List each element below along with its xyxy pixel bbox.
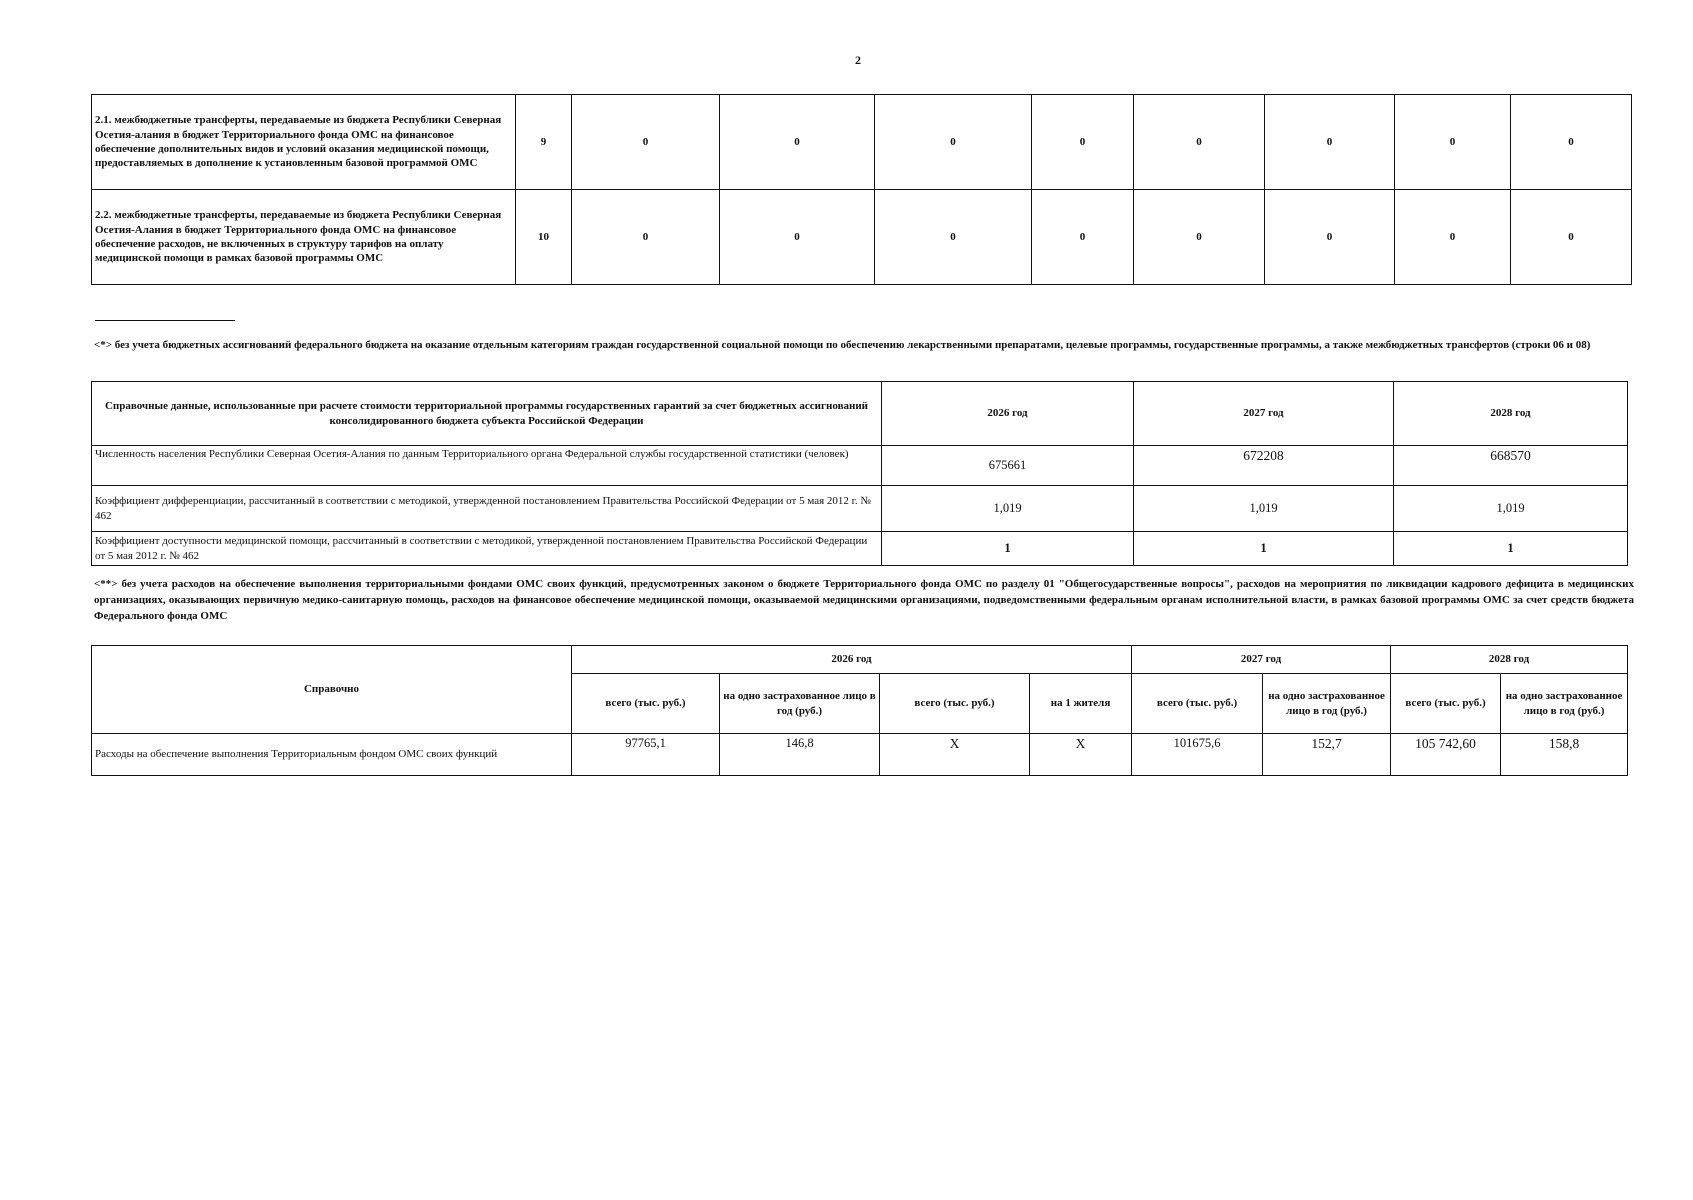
column-header: 2028 год	[1394, 382, 1628, 446]
column-subheader: на 1 жителя	[1030, 674, 1132, 734]
table-cell: 0	[1134, 190, 1265, 285]
column-subheader: всего (тыс. руб.)	[880, 674, 1030, 734]
table-cell: 0	[1395, 95, 1511, 190]
reference-table	[91, 381, 1628, 566]
table-row	[92, 95, 1632, 190]
table-cell: 1	[882, 532, 1134, 566]
row-number: 10	[516, 190, 572, 285]
column-header: 2027 год	[1132, 646, 1391, 674]
table-row	[92, 532, 1628, 566]
table-row	[92, 446, 1628, 486]
table-cell: 97765,1	[572, 734, 720, 776]
table-cell: 672208	[1134, 446, 1394, 486]
column-header: 2027 год	[1134, 382, 1394, 446]
row-label: Коэффициент дифференциации, рассчитанный в соответствии с методикой, утвержденной постановлением Правительства Российской Федерации от 5 мая 2012 г. № 462	[92, 486, 882, 532]
row-label: 2.2. межбюджетные трансферты, передаваемые из бюджета Республики Северная Осетия-Алания в бюджет Территориального фонда ОМС на финансовое обеспечение расходов, не включенных в структуру тарифов на оплату медицинской помощи в рамках базовой программы ОМС	[92, 190, 516, 285]
table-cell: 668570	[1394, 446, 1628, 486]
table-row	[92, 734, 1628, 776]
table-cell: 0	[720, 95, 875, 190]
table-cell: 0	[1134, 95, 1265, 190]
column-subheader: всего (тыс. руб.)	[1391, 674, 1501, 734]
table-cell: 0	[1395, 190, 1511, 285]
table-cell: 0	[1032, 95, 1134, 190]
table-cell: 1	[1394, 532, 1628, 566]
table-cell: X	[880, 734, 1030, 776]
table-cell: 0	[1265, 95, 1395, 190]
table-header-row	[92, 382, 1628, 446]
table-cell: 1,019	[882, 486, 1134, 532]
table-header-row	[92, 646, 1628, 674]
column-header: 2026 год	[882, 382, 1134, 446]
column-subheader: на одно застрахованное лицо в год (руб.)	[1263, 674, 1391, 734]
table-cell: 146,8	[720, 734, 880, 776]
table-cell: 0	[1511, 190, 1632, 285]
table-cell: 0	[572, 95, 720, 190]
table-cell: X	[1030, 734, 1132, 776]
transfers-table	[91, 94, 1632, 285]
row-label: 2.1. межбюджетные трансферты, передаваемые из бюджета Республики Северная Осетия-алания в бюджет Территориального фонда ОМС на финансовое обеспечение дополнительных видов и условий оказания медицинской помощи, предоставляемых в дополнение к установленным базовой программой ОМС	[92, 95, 516, 190]
column-header: 2028 год	[1391, 646, 1628, 674]
table-cell: 675661	[882, 446, 1134, 486]
table-cell: 0	[720, 190, 875, 285]
table-cell: 1,019	[1134, 486, 1394, 532]
column-header: 2026 год	[572, 646, 1132, 674]
table-cell: 1	[1134, 532, 1394, 566]
row-label: Коэффициент доступности медицинской помощи, рассчитанный в соответствии с методикой, утвержденной постановлением Правительства Российской Федерации от 5 мая 2012 г. № 462	[92, 532, 882, 566]
column-subheader: на одно застрахованное лицо в год (руб.)	[720, 674, 880, 734]
table-cell: 0	[875, 95, 1032, 190]
column-subheader: всего (тыс. руб.)	[572, 674, 720, 734]
table-cell: 0	[1032, 190, 1134, 285]
footnote-1: <*> без учета бюджетных ассигнований федерального бюджета на оказание отдельным категориям граждан государственной социальной помощи по обеспечению лекарственными препаратами, целевые программы, государственные программы, а также межбюджетных трансфертов (строки 06 и 08)	[94, 339, 1591, 351]
table-cell: 105 742,60	[1391, 734, 1501, 776]
label-header: Справочно	[92, 646, 572, 734]
table-cell: 101675,6	[1132, 734, 1263, 776]
table-row	[92, 190, 1632, 285]
table-cell: 152,7	[1263, 734, 1391, 776]
table-row	[92, 486, 1628, 532]
expenses-table	[91, 645, 1628, 776]
table-cell: 0	[875, 190, 1032, 285]
table-cell: 0	[1511, 95, 1632, 190]
table-cell: 0	[572, 190, 720, 285]
footnote-2: <**> без учета расходов на обеспечение выполнения территориальными фондами ОМС своих функций, предусмотренных законом о бюджете Территориального фонда ОМС по разделу 01 "Общегосударственные вопросы", расходов на мероприятия по ликвидации кадрового дефицита в медицинских организациях, оказывающих первичную медико-санитарную помощь, расходов на финансовое обеспечение медицинской помощи, оказываемой медицинскими организациями, подведомственными федеральным органам исполнительной власти, в рамках базовой программы ОМС за счет средств бюджета Федерального фонда ОМС	[94, 578, 1634, 622]
table-cell: 1,019	[1394, 486, 1628, 532]
table-cell: 158,8	[1501, 734, 1628, 776]
table-cell: 0	[1265, 190, 1395, 285]
row-number: 9	[516, 95, 572, 190]
reference-header: Справочные данные, использованные при расчете стоимости территориальной программы государственных гарантий за счет бюджетных ассигнований консолидированного бюджета субъекта Российской Федерации	[92, 382, 882, 446]
row-label: Расходы на обеспечение выполнения Территориальным фондом ОМС своих функций	[92, 734, 572, 776]
page-number: 2	[855, 53, 861, 67]
footnote-separator	[95, 320, 235, 321]
row-label: Численность населения Республики Северная Осетия-Алания по данным Территориального органа Федеральной службы государственной статистики (человек)	[92, 446, 882, 486]
column-subheader: всего (тыс. руб.)	[1132, 674, 1263, 734]
column-subheader: на одно застрахованное лицо в год (руб.)	[1501, 674, 1628, 734]
